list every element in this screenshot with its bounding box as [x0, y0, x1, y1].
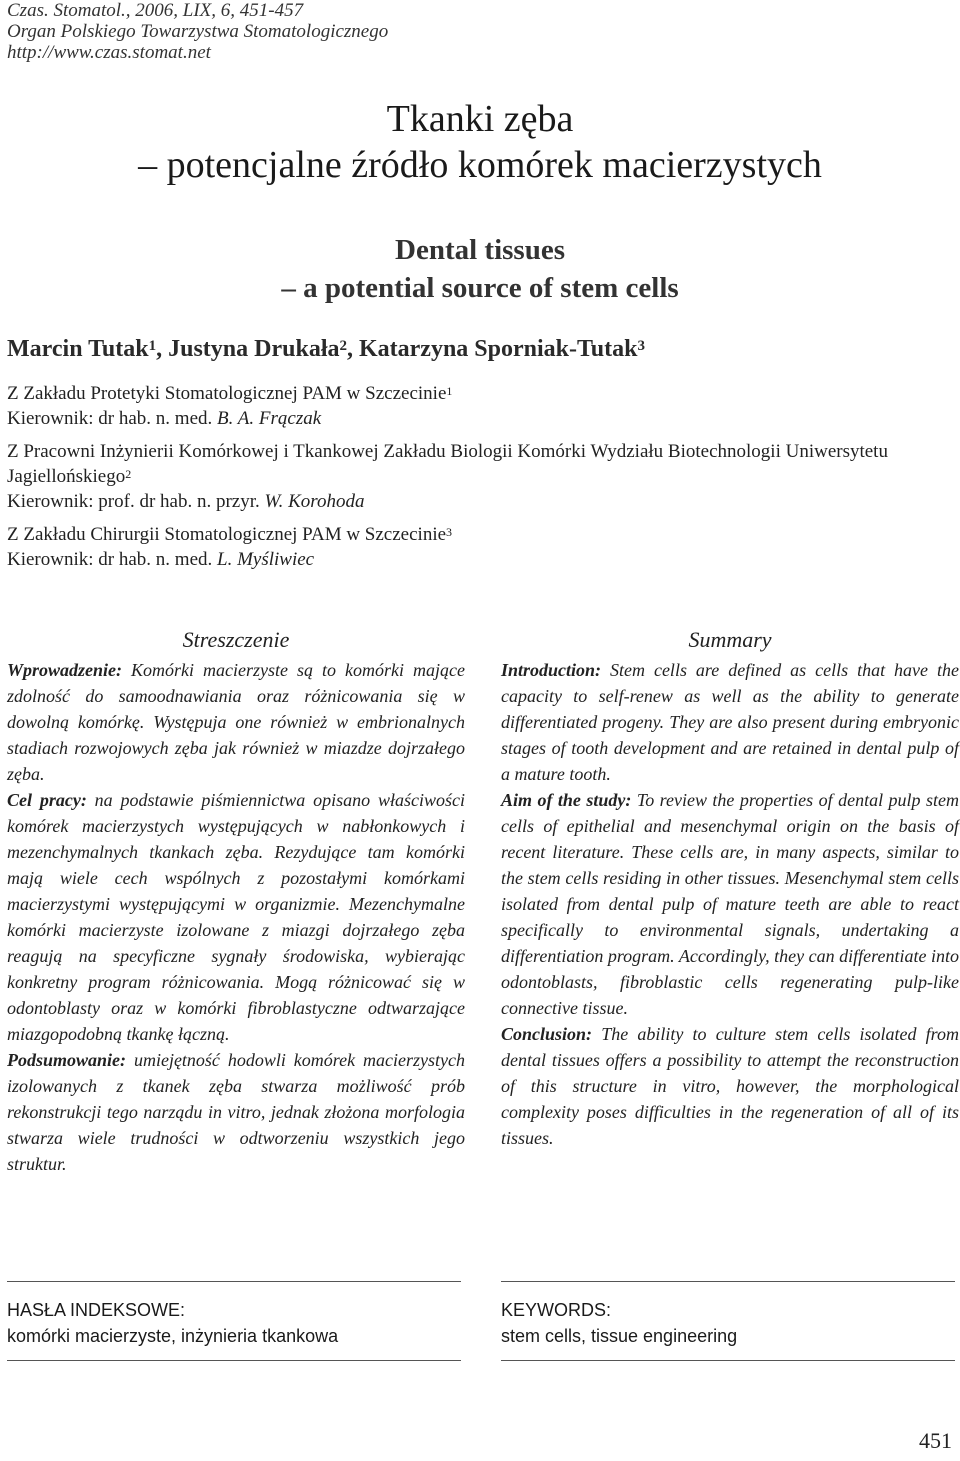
- title-english: [0, 231, 960, 307]
- divider: [501, 1281, 955, 1282]
- section-text: Stem cells are defined as cells that have the capacity to self-renew as well as the ability to generate differentiated progeny. They are also present during embryonic stages of tooth development and are retained in dental pulp of a mature tooth.: [501, 660, 959, 784]
- title-english-line2: – a potential source of stem cells: [281, 272, 679, 304]
- abstract-english-aim: [501, 787, 959, 1021]
- page-number: 451: [919, 1428, 952, 1453]
- keywords-english-value: stem cells, tissue engineering: [501, 1326, 738, 1346]
- journal-header: [7, 0, 388, 63]
- section-label: Wprowadzenie:: [7, 660, 123, 680]
- author-affiliation-mark: 3: [637, 338, 645, 354]
- abstract-english-intro: [501, 657, 959, 787]
- divider: [7, 1281, 461, 1282]
- journal-organ: Organ Polskiego Towarzystwa Stomatologicznego: [7, 21, 389, 42]
- author-affiliation-mark: 2: [339, 338, 347, 354]
- section-text: na podstawie piśmiennictwa opisano właściwości komórek macierzystych występujących w nabłonkowych i mezenchymalnych tkankach zęba. Rezydujące tam komórki mają wiele cech wspólnych z pozostałymi komórkami macierzystymi występującymi w organizmie. Mezenchymalne komórki macierzyste izolowane z miazgi dojrzałego zęba reagują na specyficzne sygnały środowiska, wybierając konkretny program różnicowania. Mogą różnicować się w odontoblasty oraz w komórki fibroblastyczne odtwarzające miazgopodobną tkankę łączną.: [7, 790, 465, 1044]
- affiliation-head-name: W. Korohoda: [264, 491, 365, 512]
- title-polish-line1: Tkanki zęba: [386, 98, 574, 140]
- affiliation-mark: 2: [125, 467, 132, 481]
- author-name: , Justyna Drukała: [156, 336, 340, 362]
- author-name: Marcin Tutak: [7, 336, 149, 362]
- affiliation-head-prefix: Kierownik: dr hab. n. med.: [7, 549, 218, 570]
- keywords-english-label: KEYWORDS:: [501, 1300, 612, 1320]
- title-polish: [0, 96, 960, 188]
- abstract-english-heading: Summary: [688, 627, 772, 652]
- section-text: To review the properties of dental pulp stem cells of epithelial and mesenchymal origin on the basis of recent literature. These cells are, in many aspects, similar to the stem cells residing in other tissues. Mesenchymal stem cells isolated from dental pulp of mature teeth are able to react specifically to environmental signals, undertaking a differentiation program. Accordingly, they can differentiate into odontoblasts, fibroblastic cells regenerating pulp-like connective tissue.: [501, 790, 959, 1018]
- keywords-english: [501, 1297, 955, 1349]
- affiliation-head-name: B. A. Frączak: [217, 408, 322, 429]
- section-label: Introduction:: [501, 660, 602, 680]
- keywords-polish: [7, 1297, 461, 1349]
- title-english-line1: Dental tissues: [395, 234, 565, 266]
- journal-url[interactable]: http://www.czas.stomat.net: [7, 42, 211, 63]
- affiliation-mark: 1: [446, 384, 453, 398]
- section-label: Aim of the study:: [501, 790, 632, 810]
- affiliation-head-prefix: Kierownik: prof. dr hab. n. przyr.: [7, 491, 265, 512]
- abstract-polish-intro: [7, 657, 465, 787]
- author-name: , Katarzyna Sporniak-Tutak: [346, 336, 638, 362]
- affiliation-text: Z Zakładu Protetyki Stomatologicznej PAM w Szczecinie: [7, 383, 447, 404]
- abstract-english-conclusion: [501, 1021, 959, 1151]
- abstract-polish-aim: [7, 787, 465, 1047]
- affiliation-3: [7, 522, 953, 572]
- keywords-polish-label: HASŁA INDEKSOWE:: [7, 1300, 186, 1320]
- keywords-polish-value: komórki macierzyste, inżynieria tkankowa: [7, 1326, 339, 1346]
- abstract-english: [501, 625, 959, 1151]
- section-text: The ability to culture stem cells isolated from dental tissues offers a possibility to attempt the reconstruction of this structure in vitro, however, the morphological complexity poses difficulties in the regeneration of all of its tissues.: [501, 1024, 959, 1148]
- affiliation-head-name: L. Myśliwiec: [217, 549, 315, 570]
- affiliation-1: [7, 381, 953, 431]
- affiliation-text: Z Pracowni Inżynierii Komórkowej i Tkankowej Zakładu Biologii Komórki Wydziału Biotechnologii Uniwersytetu Jagiellońskiego: [7, 441, 888, 487]
- affiliation-mark: 3: [446, 525, 453, 539]
- journal-citation: Czas. Stomatol., 2006, LIX, 6, 451-457: [7, 0, 304, 21]
- divider: [501, 1360, 955, 1361]
- section-text: Komórki macierzyste są to komórki mające zdolność do samoodnawiania oraz różnicowania się w dowolną komórkę. Występuja one również w embrionalnych stadiach rozwojowych zęba jak również w miazdze dojrzałego zęba.: [7, 660, 465, 784]
- author-list: [7, 333, 645, 365]
- affiliations: [7, 381, 953, 580]
- affiliation-2: [7, 439, 953, 514]
- abstract-polish: [7, 625, 465, 1177]
- affiliation-text: Z Zakładu Chirurgii Stomatologicznej PAM w Szczecinie: [7, 524, 447, 545]
- title-polish-line2: – potencjalne źródło komórek macierzystych: [138, 144, 822, 186]
- author-affiliation-mark: 1: [148, 338, 157, 354]
- abstract-polish-heading: Streszczenie: [182, 627, 290, 652]
- abstract-polish-summary: [7, 1047, 465, 1177]
- section-label: Conclusion:: [501, 1024, 593, 1044]
- section-label: Cel pracy:: [7, 790, 87, 810]
- section-text: umiejętność hodowli komórek macierzystych izolowanych z tkanek zęba stwarza możliwość prób rekonstrukcji tego narządu in vitro, jednak złożona morfologia stwarza wiele trudności w odtworzeniu wszystkich jego struktur.: [7, 1050, 465, 1174]
- affiliation-head-prefix: Kierownik: dr hab. n. med.: [7, 408, 218, 429]
- divider: [7, 1360, 461, 1361]
- section-label: Podsumowanie:: [7, 1050, 127, 1070]
